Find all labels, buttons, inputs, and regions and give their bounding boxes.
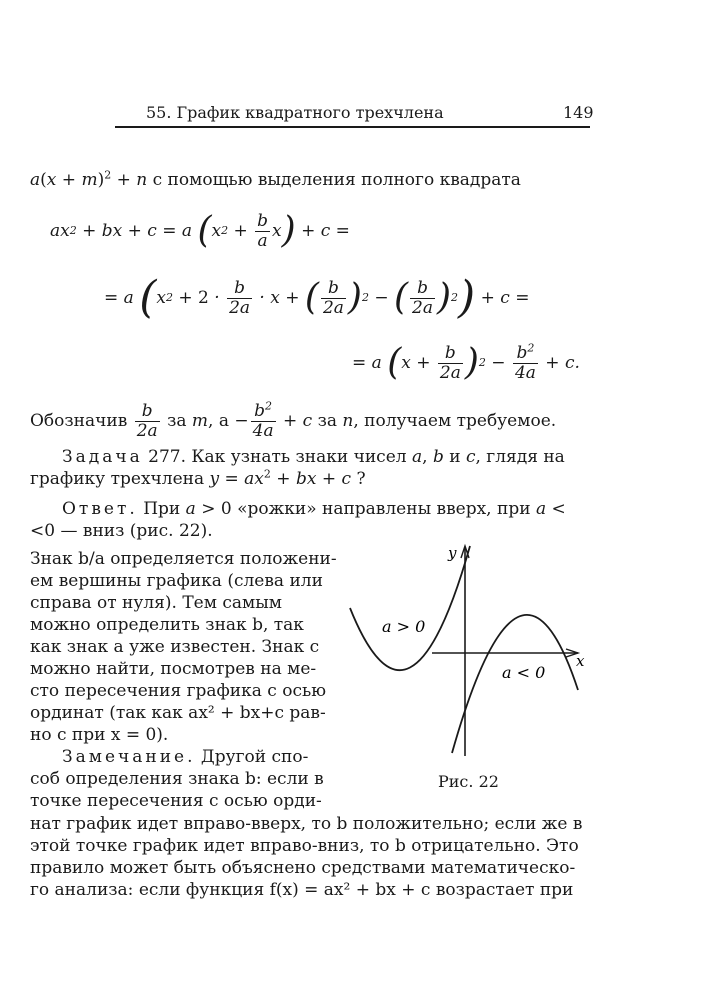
answer-label: Ответ. <box>62 499 138 519</box>
x-axis-label: x <box>576 652 585 670</box>
left-col-line: сто пересечения графика c осью <box>30 681 327 701</box>
answer-line-2: <0 — вниз (рис. 22). <box>30 521 213 541</box>
remark-label: Замечание. <box>62 747 196 767</box>
left-column <box>30 548 337 812</box>
figure-caption: Рис. 22 <box>438 772 499 791</box>
text-line: этой точке график идет вправо-вниз, то b отрицательно. Это <box>30 836 579 856</box>
equation-2: = a ( x 2 + 2 · $\frac{b}{2a}$ · x + ( $\frac{b}{2a}$ ) 2 − ( $\frac{b}{2a}$ ) 2 ) + c = <box>104 272 530 323</box>
section-title: 55. График квадратного трехчлена <box>146 103 444 122</box>
notation-line: Обозначив $\frac{b}{2a}$ за m , а − $\frac{b^2}{4a}$ + c за n , получаем требуемое. <box>30 398 557 441</box>
text-line: го анализа: если функция f(x) = ax² + bx + c возрастает при <box>30 880 574 900</box>
full-width-text <box>30 813 582 901</box>
text-line: правило может быть объяснено средствами математическо- <box>30 858 576 878</box>
parabola-a-negative <box>452 615 578 753</box>
remark-line-1: Замечание. Другой спо- <box>62 747 309 767</box>
equation-1: ax 2 + bx + c = a ( x 2 + $\frac{b}{a}$ x ) + c = <box>50 210 350 251</box>
left-col-line: точке пересечения с осью орди- <box>30 791 322 811</box>
left-col-line: можно найти, посмотрев на ме- <box>30 659 317 679</box>
left-col-line: соб определения знака b: если в <box>30 769 324 789</box>
intro-line: $a(x + m)^2 + n$ с помощью выделения полного квадрата <box>30 168 521 190</box>
page-number: 149 <box>563 103 594 122</box>
problem-line-2: графику трехчлена $y = ax^2$ + bx + c ? <box>30 467 366 489</box>
problem-line-1: Задача 277. Как узнать знаки чисел a, b и c, глядя на <box>62 447 565 467</box>
equation-3: = a ( x + $\frac{b}{2a}$ ) 2 − $\frac{b^2}{4a}$ + c. <box>352 340 580 383</box>
header-rule <box>115 126 590 128</box>
label-a-negative: a < 0 <box>502 663 546 682</box>
left-col-line: справа от нуля). Тем самым <box>30 593 282 613</box>
y-axis-label: y <box>448 544 457 562</box>
left-col-line: можно определить знак b, так <box>30 615 304 635</box>
left-col-line: ем вершины графика (слева или <box>30 571 323 591</box>
left-col-line: как знак a уже известен. Знак c <box>30 637 320 657</box>
figure-22 <box>340 538 600 768</box>
left-col-line: но c при x = 0). <box>30 725 169 745</box>
answer-line-1: Ответ. При a > 0 «рожки» направлены вверх, при a < <box>62 499 566 519</box>
text-line: нат график идет вправо-вверх, то b положительно; если же в <box>30 814 583 834</box>
left-col-line: Знак b/a определяется положени- <box>30 549 337 569</box>
problem-label: Задача <box>62 447 143 467</box>
left-col-line: ординат (так как ax² + bx+c рав- <box>30 703 326 723</box>
intro-text: с помощью выделения полного квадрата <box>152 170 521 190</box>
label-a-positive: a > 0 <box>382 617 426 636</box>
running-header <box>146 103 444 122</box>
parabola-a-positive <box>350 546 470 670</box>
